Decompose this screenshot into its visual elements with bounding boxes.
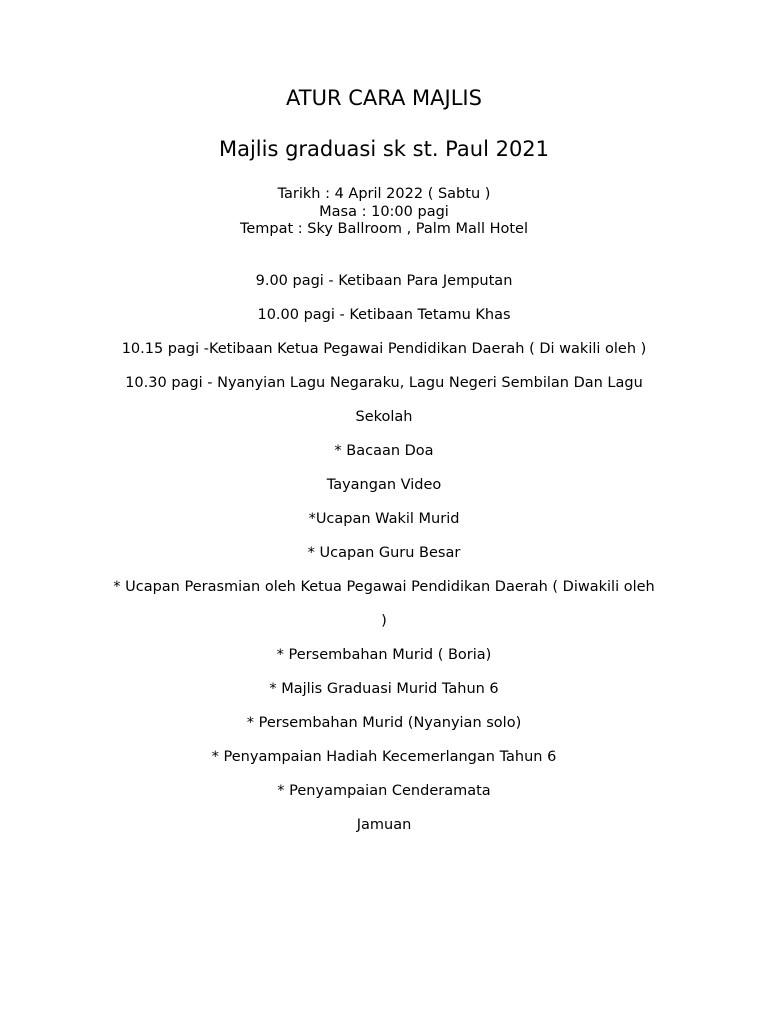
- schedule-line: 9.00 pagi - Ketibaan Para Jemputan: [255, 273, 513, 289]
- schedule-line: Sekolah: [355, 409, 413, 425]
- schedule-line: ): [381, 613, 387, 629]
- document-title: ATUR CARA MAJLIS: [286, 86, 482, 110]
- schedule-line: 10.15 pagi -Ketibaan Ketua Pegawai Pendidikan Daerah ( Di wakili oleh ): [121, 341, 647, 357]
- schedule-line: * Persembahan Murid ( Boria): [276, 647, 492, 663]
- schedule-line: * Penyampaian Cenderamata: [277, 783, 491, 799]
- document-subtitle: Majlis graduasi sk st. Paul 2021: [218, 137, 550, 161]
- schedule-line: * Ucapan Guru Besar: [307, 545, 461, 561]
- schedule-line: *Ucapan Wakil Murid: [308, 511, 460, 527]
- event-venue: Tempat : Sky Ballroom , Palm Mall Hotel: [239, 221, 529, 237]
- schedule-line: * Penyampaian Hadiah Kecemerlangan Tahun 6: [211, 749, 557, 765]
- schedule-line: * Bacaan Doa: [334, 443, 434, 459]
- schedule-line: * Persembahan Murid (Nyanyian solo): [246, 715, 522, 731]
- schedule-line: 10.30 pagi - Nyanyian Lagu Negaraku, Lagu Negeri Sembilan Dan Lagu: [125, 375, 643, 391]
- event-date: Tarikh : 4 April 2022 ( Sabtu ): [277, 186, 491, 202]
- schedule-list: [0, 270, 768, 848]
- schedule-line: Jamuan: [356, 817, 412, 833]
- schedule-line: 10.00 pagi - Ketibaan Tetamu Khas: [257, 307, 511, 323]
- event-details: [0, 186, 768, 239]
- schedule-line: Tayangan Video: [326, 477, 442, 493]
- schedule-line: * Ucapan Perasmian oleh Ketua Pegawai Pendidikan Daerah ( Diwakili oleh: [113, 579, 655, 595]
- event-time: Masa : 10:00 pagi: [319, 203, 449, 220]
- schedule-line: * Majlis Graduasi Murid Tahun 6: [269, 681, 499, 697]
